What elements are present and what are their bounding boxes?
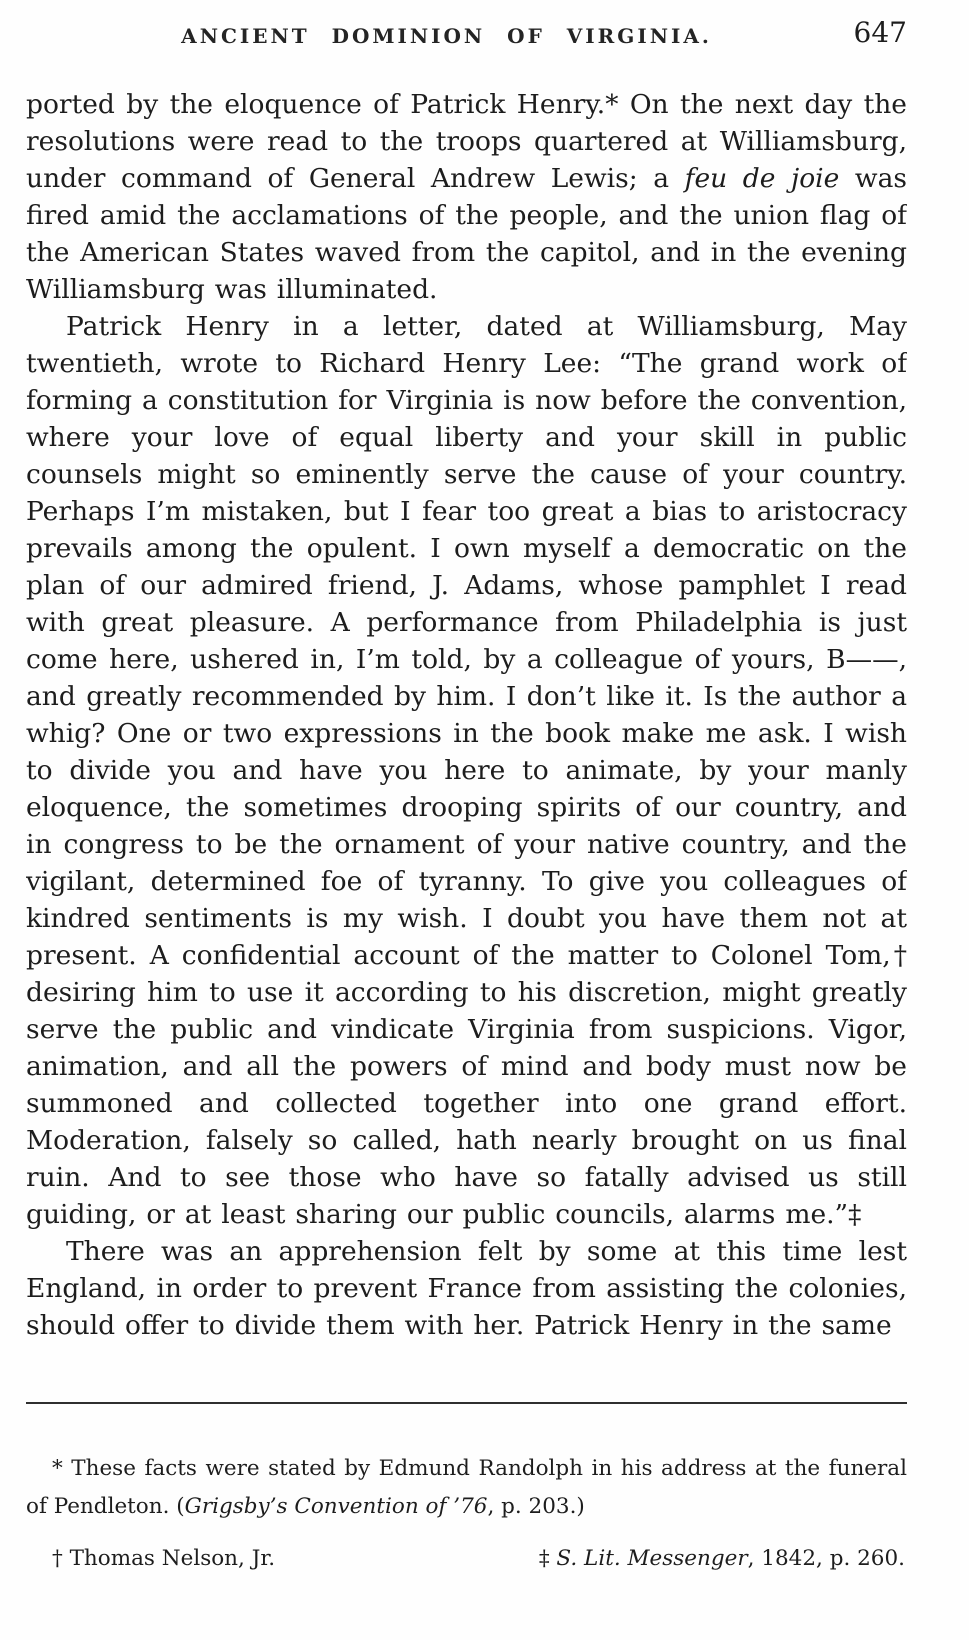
text-run: * These facts were stated by Edmund Randolph in his address at the funeral of Pendleton. ( (26, 1456, 907, 1519)
footnote-area (26, 1402, 907, 1578)
text-run: There was an apprehension felt by some at this time lest England, in order to prevent France from assisting the colonies, should offer to divide them with her. Patrick Henry in the same (26, 1236, 907, 1341)
paragraph-2 (26, 308, 907, 1233)
text-run: ported by the eloquence of Patrick Henry.* On the next day the resolutions were read to the troops quartered at Williamsburg, under command of General Andrew Lewis; a (26, 89, 907, 194)
text-run: , 1842, p. 260. (747, 1546, 905, 1571)
footnote-dagger (26, 1540, 275, 1578)
body-text (26, 86, 907, 1344)
footnote-asterisk (26, 1450, 907, 1526)
italic-text-run: feu de joie (684, 163, 840, 194)
footnote-divider (26, 1402, 907, 1404)
text-run: was fired amid the acclamations of the people, and the union flag of the American States waved from the capitol, and in the evening Williamsburg was illuminated. (26, 163, 907, 305)
text-run: Patrick Henry in a letter, dated at Williamsburg, May twentieth, wrote to Richard Henry Lee: “The grand work of forming a constitution for Virginia is now before the convention, where your love of equal liberty and your skill in public counsels might so eminently serve the cause of your country. Perhaps I’m mistaken, but I fear too great a bias to aristocracy prevails among the opulent. I own myself a democratic on the plan of our admired friend, J. Adams, whose pamphlet I read with great pleasure. A performance from Philadelphia is just come here, ushered in, I’m told, by a colleague of yours, B——, and greatly recommended by him. I don’t like it. Is the author a whig? One or two expressions in the book make me ask. I wish to divide you and have you here to animate, by your manly eloquence, the sometimes drooping spirits of our country, and in congress to be the ornament of your native country, and the vigilant, determined foe of tyranny. To give you colleagues of kindred sentiments is my wish. I doubt you have them not at present. A confidential account of the matter to Colonel Tom,† desiring him to use it according to his discretion, might greatly serve the public and vindicate Virginia from suspicions. Vigor, animation, and all the powers of mind and body must now be summoned and collected together into one grand effort. Moderation, falsely so called, hath nearly brought on us final ruin. And to see those who have so fatally advised us still guiding, or at least sharing our public councils, alarms me.”‡ (26, 311, 907, 1230)
paragraph-1 (26, 86, 907, 308)
footnote-double-dagger (539, 1540, 907, 1578)
footnote-row (26, 1540, 907, 1578)
paragraph-3 (26, 1233, 907, 1344)
text-run: † Thomas Nelson, Jr. (52, 1546, 276, 1571)
text-run: ‡ (538, 1546, 557, 1571)
italic-text-run: S. Lit. Messenger (556, 1546, 748, 1571)
text-run: , p. 203.) (487, 1494, 585, 1519)
running-title: ANCIENT DOMINION OF VIRGINIA. (181, 24, 712, 48)
italic-text-run: Grigsby’s Convention of ’76 (184, 1494, 488, 1519)
page-number: 647 (853, 16, 907, 49)
page-header (26, 16, 907, 60)
